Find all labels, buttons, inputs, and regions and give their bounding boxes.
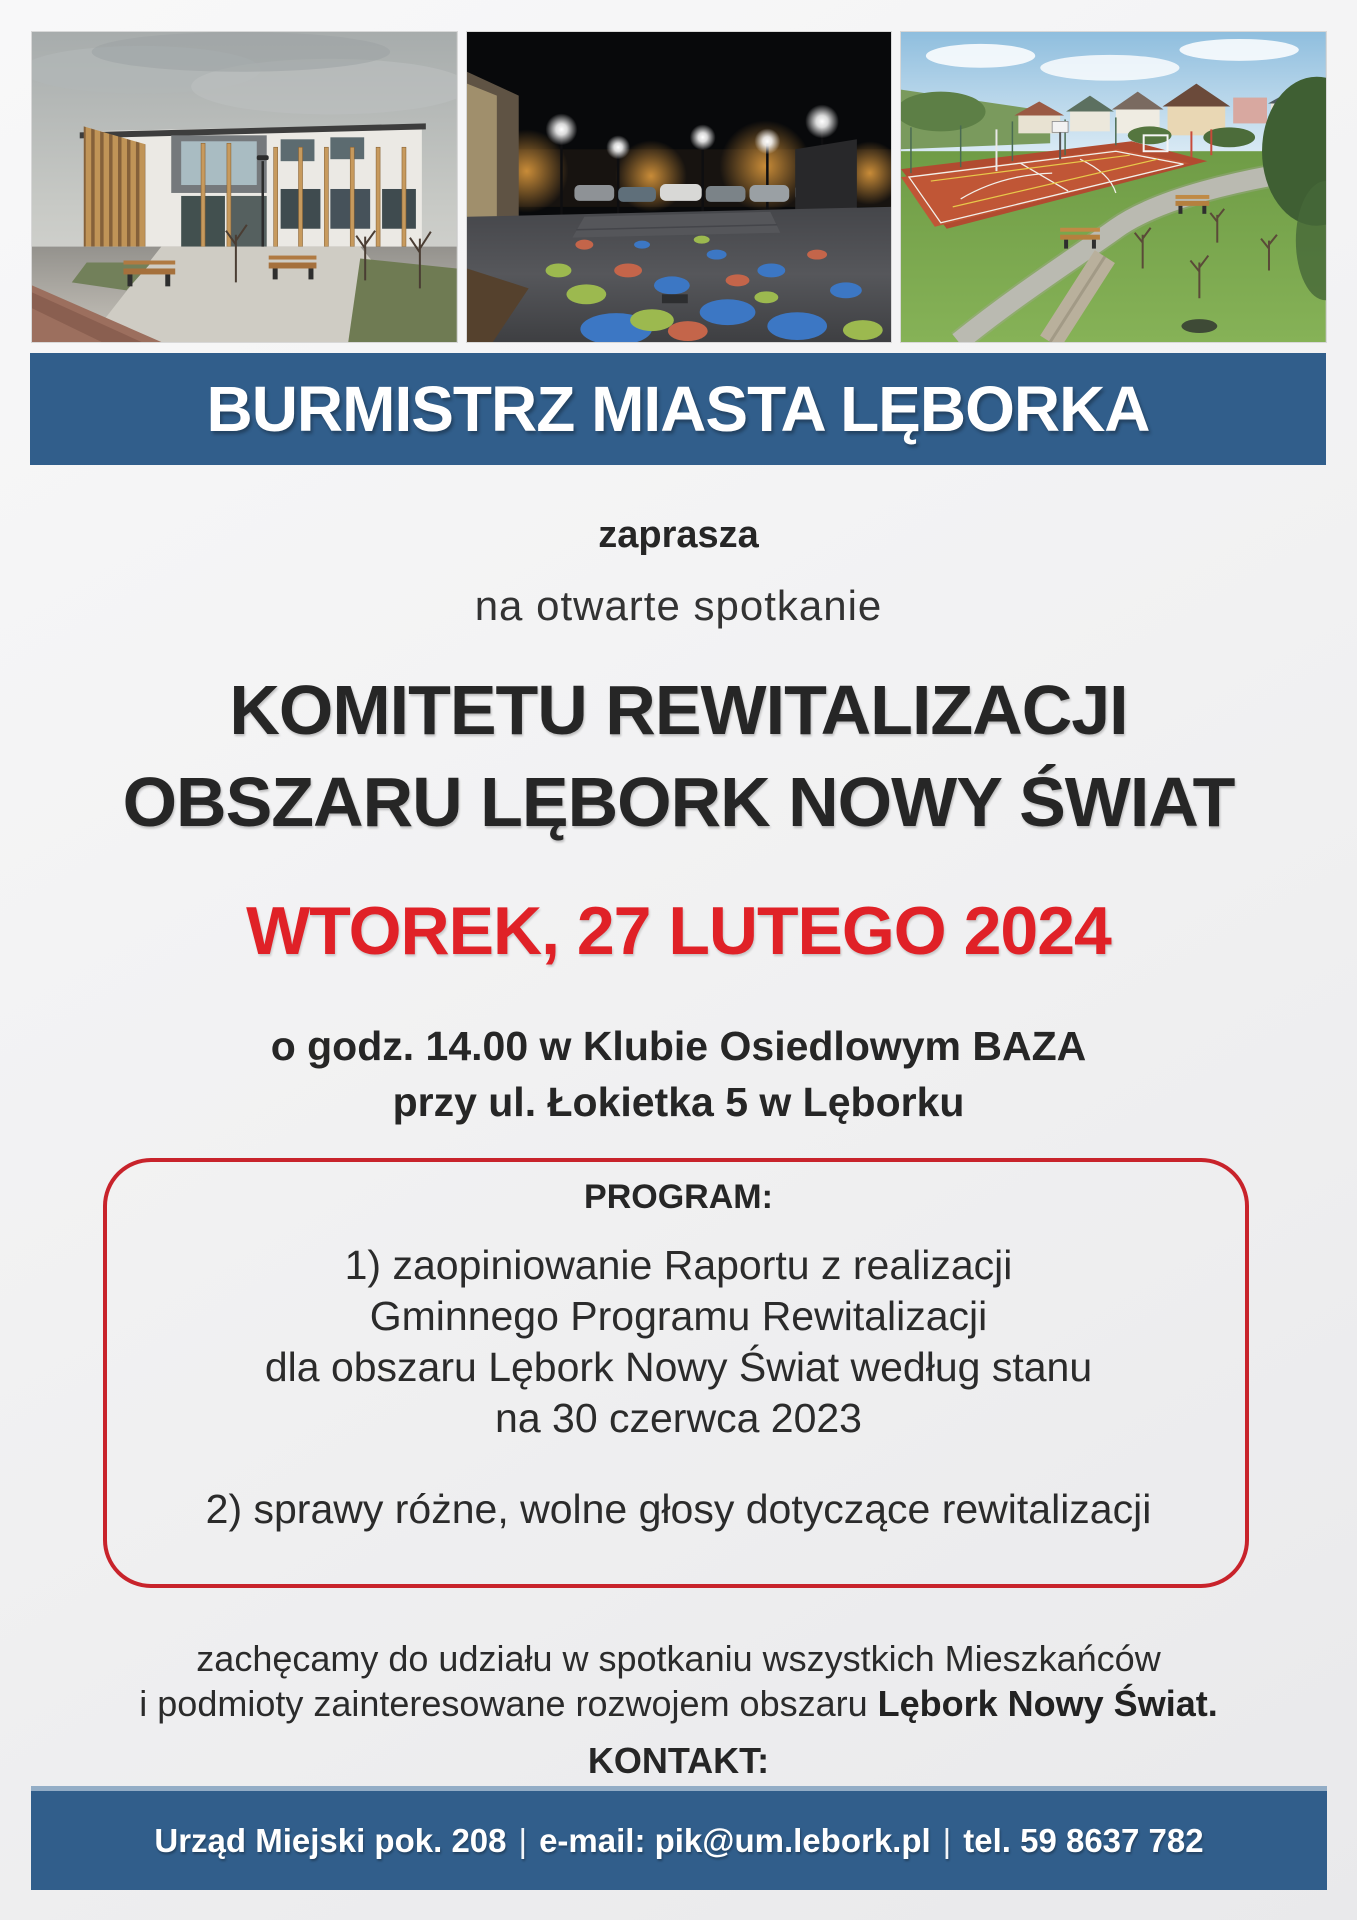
outro-line1: zachęcamy do udziału w spotkaniu wszystkich Mieszkańców [196, 1638, 1161, 1679]
outro-text [0, 1636, 1357, 1726]
footer-separator-2: | [942, 1821, 952, 1859]
outro-line2-prefix: i podmioty zainteresowane rozwojem obszaru [139, 1683, 878, 1724]
main-heading [0, 664, 1357, 848]
heading-line2: OBSZARU LĘBORK NOWY ŚWIAT [122, 763, 1235, 841]
venue-line1: o godz. 14.00 w Klubie Osiedlowym BAZA [270, 1023, 1087, 1069]
program-title: PROGRAM: [584, 1178, 773, 1216]
contact-label: KONTAKT: [587, 1740, 770, 1781]
outro-line2 [0, 1681, 1357, 1726]
heading-line1: KOMITETU REWITALIZACJI [229, 671, 1128, 749]
banner-burmistrz [30, 353, 1326, 465]
intro-subtitle: na otwarte spotkanie [474, 582, 883, 629]
photo-community-center [31, 31, 458, 343]
program-item1-line3: dla obszaru Lębork Nowy Świat według stanu [264, 1344, 1093, 1390]
outro-line2-bold: Lębork Nowy Świat. [877, 1683, 1218, 1724]
intro-zaprasza: zaprasza [598, 514, 759, 556]
program-item1-line1: 1) zaopiniowanie Raportu z realizacji [344, 1242, 1013, 1288]
program-item-2: 2) sprawy różne, wolne głosy dotyczące rewitalizacji [205, 1486, 1152, 1532]
event-date: WTOREK, 27 LUTEGO 2024 [246, 893, 1111, 969]
program-item1-line2: Gminnego Programu Rewitalizacji [369, 1293, 988, 1339]
footer-bar [31, 1786, 1327, 1890]
photo-strip [31, 31, 1327, 343]
footer-office: Urząd Miejski pok. 208 [154, 1821, 507, 1859]
community-center-building-image [32, 32, 457, 342]
program-item1-line4: na 30 czerwca 2023 [495, 1395, 862, 1441]
footer-email: e-mail: pik@um.lebork.pl [539, 1821, 931, 1859]
footer-separator-1: | [518, 1821, 528, 1859]
sports-court-park-image [901, 32, 1326, 342]
venue-line2: przy ul. Łokietka 5 w Lęborku [392, 1079, 965, 1125]
event-venue [0, 1018, 1357, 1130]
program-item-1 [0, 1240, 1357, 1444]
night-plaza-image [467, 32, 892, 342]
photo-sports-court [900, 31, 1327, 343]
banner-title: BURMISTRZ MIASTA LĘBORKA [206, 373, 1150, 445]
photo-night-plaza [466, 31, 893, 343]
footer-phone: tel. 59 8637 782 [963, 1821, 1204, 1859]
